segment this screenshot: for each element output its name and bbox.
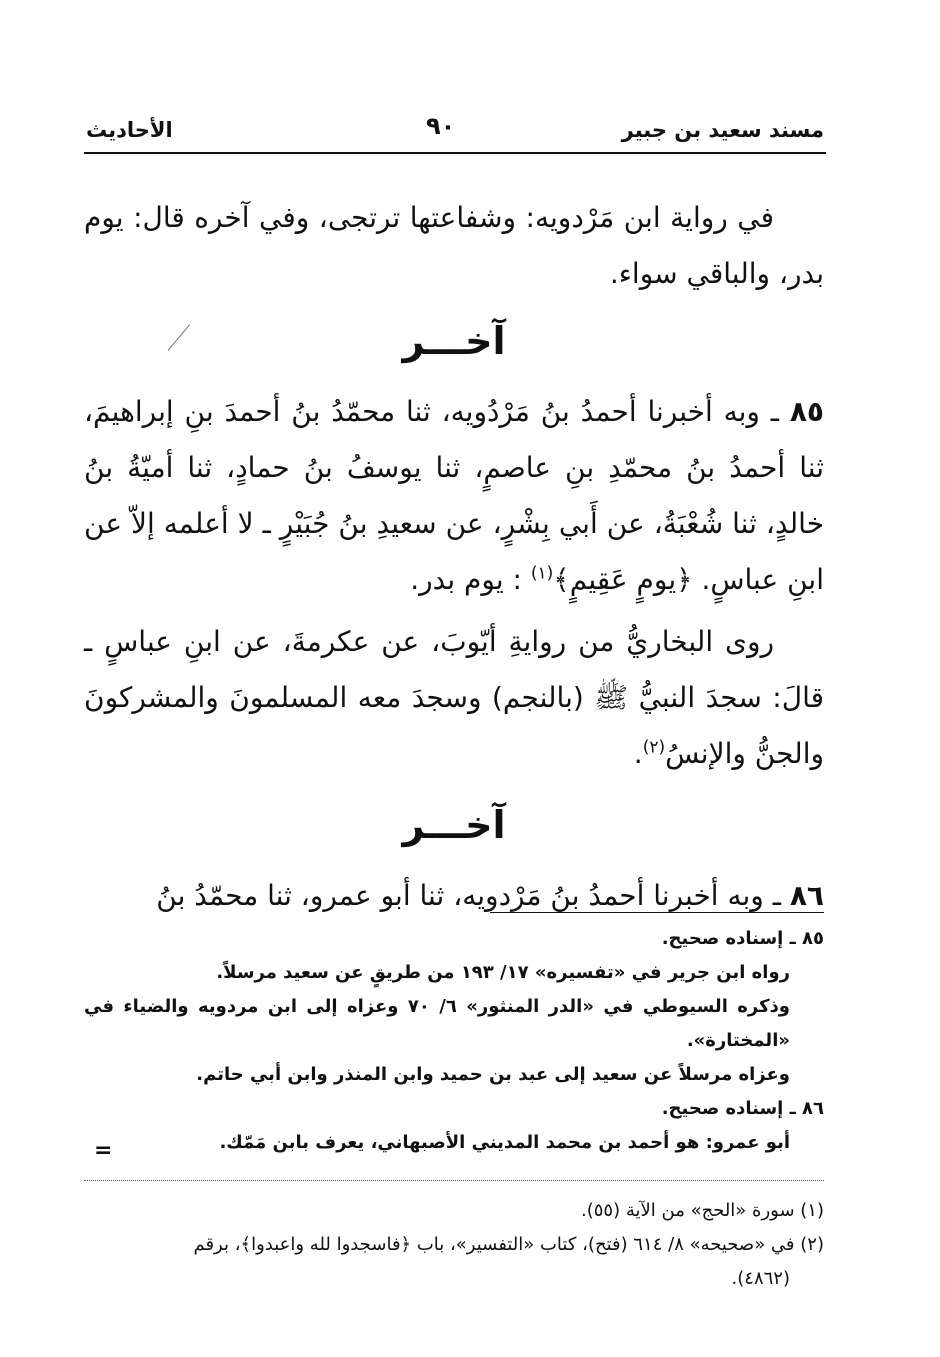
hadith-86 — [84, 868, 824, 924]
intro-line-2: بدر، والباقي سواء. — [609, 257, 824, 290]
hadith-85-text: ـ وبه أخبرنا أحمدُ بنُ مَرْدُويه، ثنا محمّدُ بنُ أحمدَ بنِ إبراهيمَ، ثنا أحمدُ بنُ محمّدِ بنِ عاصمٍ، ثنا يوسفُ بنُ حمادٍ، ثنا أميّةُ بنُ خالدٍ، ثنا شُعْبَةُ، عن أَبي بِشْرٍ، عن سعيدِ بنُ جُبَيْرٍ ـ لا أعلمه إلاّ عن ابنِ عباسٍ. ﴿يومٍ عَقِيمٍ﴾ — [84, 395, 824, 596]
footnote-ref-2[interactable]: (٢) — [642, 737, 666, 758]
intro-line-1: في رواية ابن مَرْدويه: وشفاعتها ترتجى، وفي آخره قال: يوم — [84, 201, 774, 234]
hadith-85-number: ٨٥ — [789, 395, 824, 428]
section-name: الأحاديث — [86, 118, 173, 142]
footnote-2-cont: (٤٨٦٢). — [731, 1268, 790, 1289]
page-number: ٩٠ — [426, 112, 456, 140]
footnotes — [84, 1194, 824, 1296]
note-86-head: ٨٦ ـ إسناده صحيح. — [661, 1098, 824, 1119]
hadith-85 — [84, 384, 824, 608]
section-title-2: آخـــر — [402, 803, 506, 847]
note-85-line-2: وذكره السيوطي في «الدر المنثور» ٦/ ٧٠ وعزاه إلى ابن مردويه والضياء في «المختارة». — [84, 996, 791, 1051]
note-85-head: ٨٥ ـ إسناده صحيح. — [661, 928, 824, 949]
hadith-86-number: ٨٦ — [789, 879, 824, 912]
note-85-line-3: وعزاه مرسلاً عن سعيد إلى عبد بن حميد وابن المنذر وابن أبي حاتم. — [196, 1064, 790, 1085]
hadith-86-text: ـ وبه أخبرنا أحمدُ بنُ مَرْدويه، ثنا أبو عمرو، ثنا محمّدُ بنُ — [156, 879, 781, 912]
continuation-mark: = — [94, 1138, 113, 1163]
notes-rule — [490, 912, 824, 913]
note-86-line-1: أبو عمرو: هو أحمد بن محمد المديني الأصبهاني، يعرف بابن مَمّك. — [219, 1132, 790, 1153]
running-header — [86, 112, 824, 154]
footnote-separator — [84, 1180, 824, 1181]
footnote-1: (١) سورة «الحج» من الآية (٥٥). — [581, 1200, 824, 1221]
bukhari-paragraph — [84, 614, 824, 782]
bukhari-end: . — [633, 737, 643, 770]
section-title-1: آخـــر — [402, 319, 506, 363]
takhrij-notes — [84, 922, 824, 1160]
book-title: مسند سعيد بن جبير — [621, 118, 824, 142]
footnote-2: (٢) في «صحيحه» ٨/ ٦١٤ (فتح)، كتاب «التفسير»، باب ﴿فاسجدوا لله واعبدوا﴾، برقم — [193, 1234, 824, 1255]
note-85-line-1: رواه ابن جرير في «تفسيره» ١٧/ ١٩٣ من طريقٍ عن سعيد مرسلاً. — [216, 962, 790, 983]
main-text — [84, 190, 824, 924]
header-rule — [84, 152, 826, 154]
intro-paragraph — [84, 190, 824, 302]
bukhari-text: روى البخاريُّ من روايةِ أيّوبَ، عن عكرمةَ، عن ابنِ عباسٍ ـ قالَ: سجدَ النبيُّ ﷺ (بالنجم) وسجدَ معه المسلمونَ والمشركونَ والجنُّ والإنسُ — [84, 625, 824, 770]
footnote-ref-1[interactable]: (١) — [530, 563, 554, 584]
hadith-85-tail: : يوم بدر. — [410, 563, 522, 596]
